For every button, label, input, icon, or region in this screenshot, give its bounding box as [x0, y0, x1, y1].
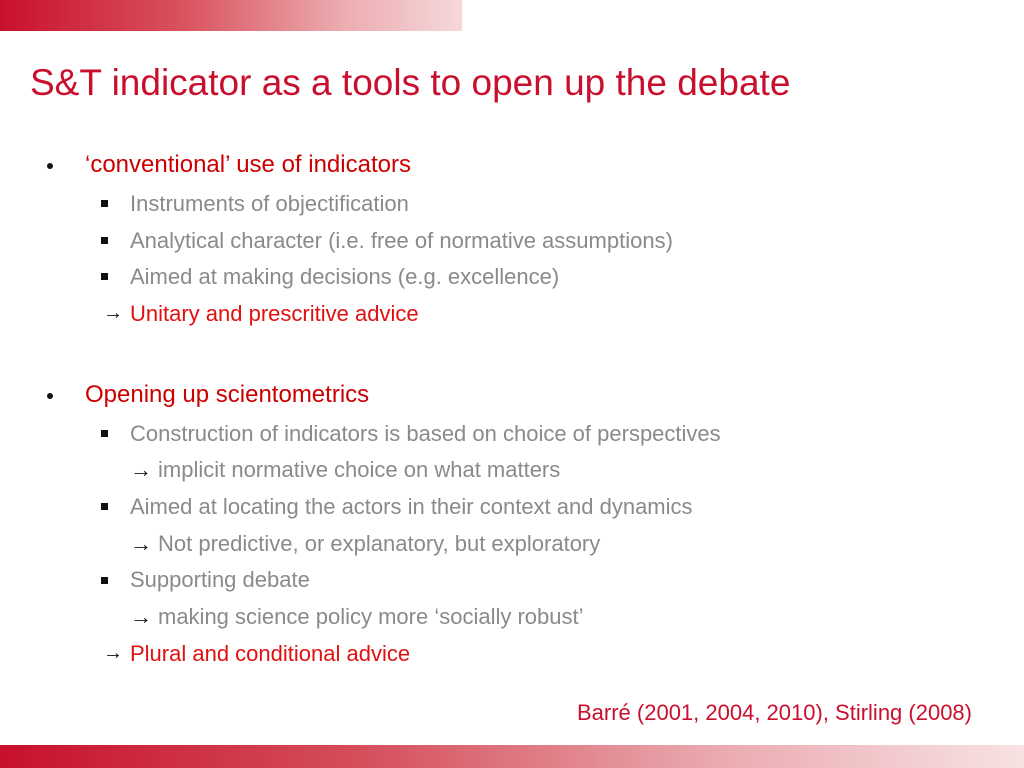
bullet-dot-icon — [47, 163, 53, 169]
list-item: Supporting debate — [130, 567, 310, 592]
arrow-right-icon: → — [130, 531, 152, 556]
slide-title: S&T indicator as a tools to open up the debate — [30, 62, 791, 103]
list-item: Aimed at locating the actors in their context and dynamics — [130, 494, 693, 519]
arrow-right-icon: → — [130, 457, 152, 482]
list-item: Analytical character (i.e. free of normative assumptions) — [130, 228, 673, 253]
list-item: Construction of indicators is based on choice of perspectives — [130, 421, 721, 446]
arrow-right-icon: → — [103, 302, 123, 324]
section-conclusion-plural: Plural and conditional advice — [130, 641, 411, 666]
square-bullet-icon — [101, 577, 108, 584]
list-item: Instruments of objectification — [130, 191, 409, 216]
section-heading-conventional: ‘conventional’ use of indicators — [85, 151, 411, 178]
subitem-text: Not predictive, or explanatory, but exploratory — [158, 531, 601, 556]
list-subitem — [130, 531, 600, 557]
square-bullet-icon — [101, 200, 108, 207]
bottom-decorative-bar — [0, 745, 1024, 768]
list-subitem — [130, 457, 560, 483]
subitem-text: implicit normative choice on what matters — [158, 457, 561, 482]
square-bullet-icon — [101, 430, 108, 437]
arrow-right-icon: → — [103, 642, 123, 664]
top-decorative-bar — [0, 0, 462, 31]
subitem-text: making science policy more ‘socially robust’ — [158, 604, 584, 629]
list-item: Aimed at making decisions (e.g. excellence) — [130, 264, 560, 289]
square-bullet-icon — [101, 237, 108, 244]
arrow-right-icon: → — [130, 604, 152, 629]
list-subitem — [130, 604, 584, 630]
section-heading-opening-up: Opening up scientometrics — [85, 381, 370, 408]
square-bullet-icon — [101, 273, 108, 280]
square-bullet-icon — [101, 503, 108, 510]
bullet-dot-icon — [47, 393, 53, 399]
citation: Barré (2001, 2004, 2010), Stirling (2008) — [576, 700, 972, 725]
section-conclusion-unitary: Unitary and prescritive advice — [130, 301, 419, 326]
